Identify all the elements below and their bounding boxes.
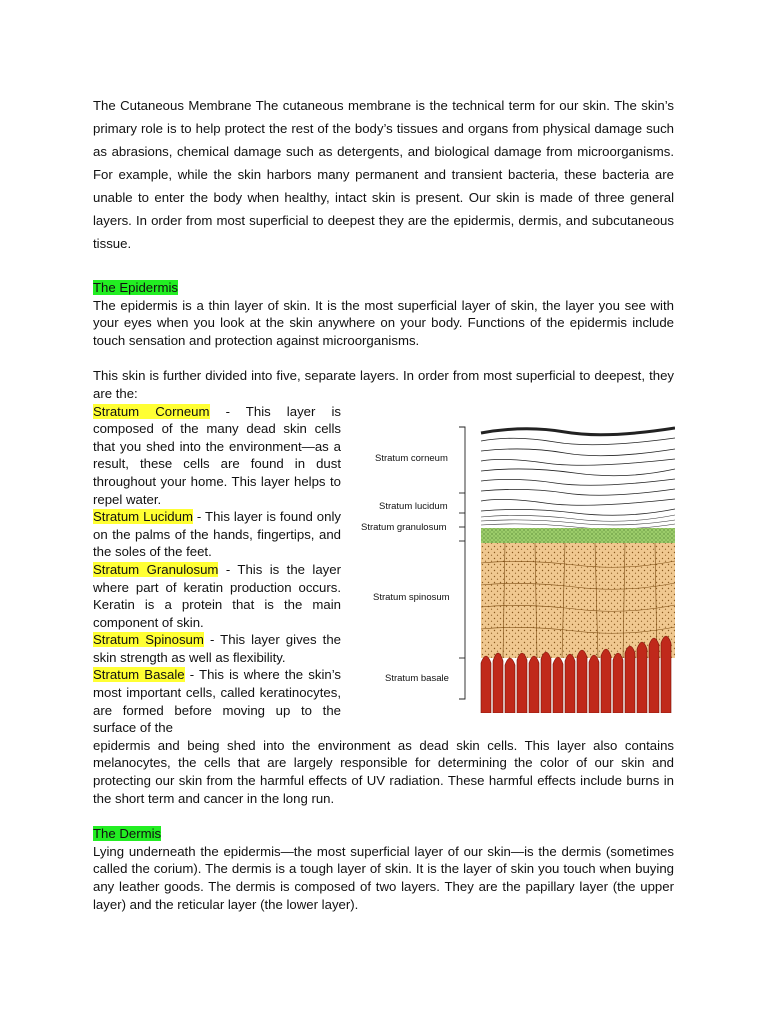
layer-item-corneum [93,403,341,509]
dermis-paragraph: Lying underneath the epidermis—the most superficial layer of our skin—is the dermis (sometimes called the corium). The dermis is a tough layer of skin. It is the layer of skin you touch when buying any leather goods. The dermis is composed of two layers. They are the papillary layer (the upper layer) and the reticular layer (the lower layer). [93,843,674,912]
layer-name: Stratum Granulosum [93,561,219,577]
epidermis-heading-text: The Epidermis [93,280,179,295]
corneum-layer [481,428,675,515]
layer-item-lucidum [93,508,341,561]
label-basale: Stratum basale [385,672,449,684]
layer-description: - This is where the skin’s most important cells, called keratinocytes, are formed before moving up to the surface of the [93,667,341,736]
epidermis-paragraph-2: This skin is further divided into five, separate layers. In order from most superficial to deepest, they are the: [93,368,674,401]
label-lucidum: Stratum lucidum [379,500,448,512]
layer-item-basale [93,666,341,736]
label-spinosum: Stratum spinosum [373,591,450,603]
layers-section [93,403,674,737]
dermis-heading-text: The Dermis [93,826,162,842]
label-corneum: Stratum corneum [375,452,448,464]
layer-item-spinosum [93,631,341,666]
epidermis-heading [93,279,674,297]
dermis-heading [93,825,674,843]
layer-description: - This layer is found only on the palms of the hands, fingertips, and the soles of the feet. [93,509,341,560]
skin-layers-diagram [355,413,675,713]
layer-description: - This layer gives the skin strength as well as flexibility. [93,632,341,665]
layers-list [93,403,341,737]
epidermis-paragraph-1: The epidermis is a thin layer of skin. It is the most superficial layer of skin, the layer you see with your eyes when you look at the skin anywhere on your body. Functions of the epidermis include touch sensation and protection against microorganisms. [93,297,674,348]
intro-paragraph: The Cutaneous Membrane The cutaneous membrane is the technical term for our skin. The skin’s primary role is to help protect the rest of the body’s tissues and organs from physical damage such as abrasions, chemical damage such as detergents, and biological damage from microorganisms. For example, while the skin harbors many permanent and transient bacteria, these bacteria are unable to enter the body when healthy, intact skin is present. Our skin is made of three general layers. In order from most superficial to deepest they are the epidermis, dermis, and subcutaneous tissue. [93,98,674,251]
layer-name: Stratum Basale [93,667,185,683]
layer-name: Stratum Spinosum [93,632,204,648]
skin-layers-illustration [355,413,675,713]
document-page [93,94,674,913]
layer-item-granulosum [93,561,341,631]
basale-continued-paragraph: epidermis and being shed into the environment as dead skin cells. This layer also contains melanocytes, the cells that are largely responsible for determining the color of our skin and protecting our skin from the harmful effects of UV radiation. These harmful effects include burns in the short term and cancer in the long run. [93,737,674,806]
layer-name: Stratum Lucidum [93,509,193,525]
label-granulosum: Stratum granulosum [361,521,447,533]
layer-description: - This is the layer where part of keratin production occurs. Keratin is a protein that is the main component of skin. [93,561,341,630]
layer-description: - This layer is composed of the many dead skin cells that you shed into the environment—as a result, these cells are found in dust throughout your home. This layer helps to repel water. [93,403,341,507]
layer-brackets [459,427,465,699]
layer-name: Stratum Corneum [93,403,210,419]
lucidum-layer [481,515,675,529]
